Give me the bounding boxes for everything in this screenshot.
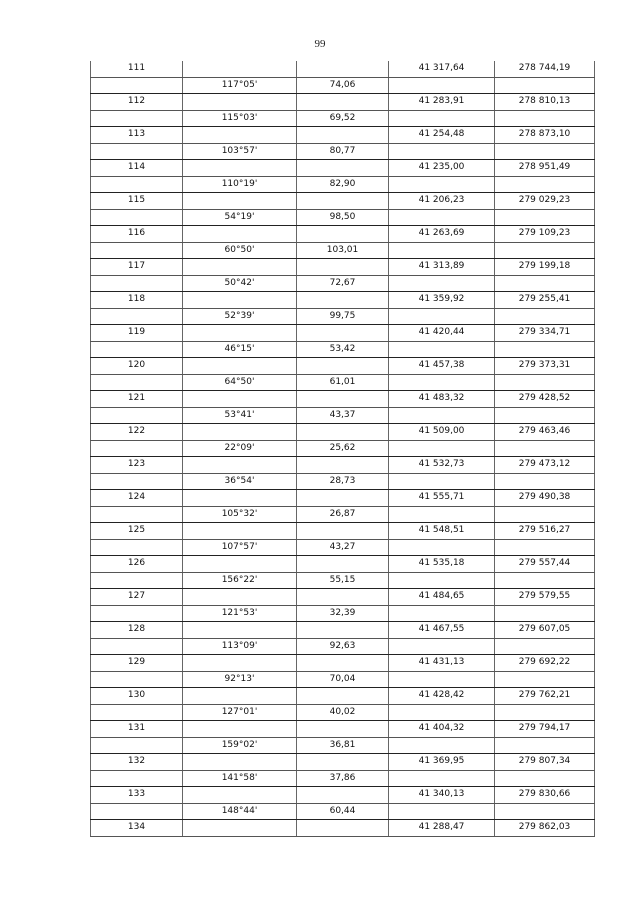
point-row bbox=[91, 127, 595, 144]
direction-angle-cell: 107°57' bbox=[183, 539, 297, 556]
x-coordinate-cell bbox=[389, 440, 495, 457]
point-number-cell bbox=[91, 572, 183, 589]
x-coordinate-cell bbox=[389, 176, 495, 193]
x-coordinate-cell: 41 369,95 bbox=[389, 754, 495, 771]
segment-row bbox=[91, 704, 595, 721]
point-row bbox=[91, 721, 595, 738]
y-coordinate-cell bbox=[495, 506, 595, 523]
segment-row bbox=[91, 737, 595, 754]
point-row bbox=[91, 556, 595, 573]
segment-row bbox=[91, 539, 595, 556]
point-row bbox=[91, 754, 595, 771]
direction-angle-cell bbox=[183, 94, 297, 111]
segment-length-cell: 28,73 bbox=[297, 473, 389, 490]
y-coordinate-cell: 278 873,10 bbox=[495, 127, 595, 144]
segment-length-cell: 82,90 bbox=[297, 176, 389, 193]
segment-length-cell bbox=[297, 820, 389, 837]
point-number-cell: 132 bbox=[91, 754, 183, 771]
point-number-cell: 131 bbox=[91, 721, 183, 738]
segment-row bbox=[91, 143, 595, 160]
direction-angle-cell bbox=[183, 226, 297, 243]
direction-angle-cell: 115°03' bbox=[183, 110, 297, 127]
x-coordinate-cell bbox=[389, 671, 495, 688]
point-row bbox=[91, 94, 595, 111]
x-coordinate-cell: 41 313,89 bbox=[389, 259, 495, 276]
segment-length-cell bbox=[297, 523, 389, 540]
point-number-cell bbox=[91, 737, 183, 754]
x-coordinate-cell bbox=[389, 110, 495, 127]
x-coordinate-cell: 41 548,51 bbox=[389, 523, 495, 540]
x-coordinate-cell: 41 288,47 bbox=[389, 820, 495, 837]
y-coordinate-cell: 278 810,13 bbox=[495, 94, 595, 111]
direction-angle-cell bbox=[183, 787, 297, 804]
point-number-cell: 128 bbox=[91, 622, 183, 639]
point-number-cell bbox=[91, 473, 183, 490]
direction-angle-cell bbox=[183, 391, 297, 408]
x-coordinate-cell: 41 420,44 bbox=[389, 325, 495, 342]
point-row bbox=[91, 490, 595, 507]
x-coordinate-cell: 41 340,13 bbox=[389, 787, 495, 804]
y-coordinate-cell bbox=[495, 473, 595, 490]
point-number-cell bbox=[91, 374, 183, 391]
segment-length-cell bbox=[297, 391, 389, 408]
direction-angle-cell: 103°57' bbox=[183, 143, 297, 160]
x-coordinate-cell bbox=[389, 704, 495, 721]
direction-angle-cell: 92°13' bbox=[183, 671, 297, 688]
segment-row bbox=[91, 275, 595, 292]
x-coordinate-cell: 41 532,73 bbox=[389, 457, 495, 474]
y-coordinate-cell: 279 516,27 bbox=[495, 523, 595, 540]
point-number-cell bbox=[91, 671, 183, 688]
point-number-cell: 123 bbox=[91, 457, 183, 474]
y-coordinate-cell bbox=[495, 770, 595, 787]
direction-angle-cell: 60°50' bbox=[183, 242, 297, 259]
point-number-cell bbox=[91, 209, 183, 226]
y-coordinate-cell bbox=[495, 341, 595, 358]
direction-angle-cell bbox=[183, 688, 297, 705]
y-coordinate-cell: 278 951,49 bbox=[495, 160, 595, 177]
segment-row bbox=[91, 473, 595, 490]
point-row bbox=[91, 61, 595, 77]
direction-angle-cell: 110°19' bbox=[183, 176, 297, 193]
segment-row bbox=[91, 308, 595, 325]
point-row bbox=[91, 820, 595, 837]
segment-length-cell bbox=[297, 589, 389, 606]
x-coordinate-cell: 41 484,65 bbox=[389, 589, 495, 606]
segment-row bbox=[91, 242, 595, 259]
segment-length-cell: 32,39 bbox=[297, 605, 389, 622]
point-row bbox=[91, 391, 595, 408]
y-coordinate-cell bbox=[495, 242, 595, 259]
segment-length-cell bbox=[297, 358, 389, 375]
x-coordinate-cell bbox=[389, 605, 495, 622]
x-coordinate-cell: 41 404,32 bbox=[389, 721, 495, 738]
x-coordinate-cell: 41 555,71 bbox=[389, 490, 495, 507]
point-number-cell bbox=[91, 77, 183, 94]
segment-length-cell: 98,50 bbox=[297, 209, 389, 226]
point-number-cell bbox=[91, 704, 183, 721]
x-coordinate-cell bbox=[389, 539, 495, 556]
segment-length-cell: 60,44 bbox=[297, 803, 389, 820]
x-coordinate-cell bbox=[389, 77, 495, 94]
x-coordinate-cell bbox=[389, 341, 495, 358]
y-coordinate-cell bbox=[495, 704, 595, 721]
direction-angle-cell: 46°15' bbox=[183, 341, 297, 358]
x-coordinate-cell bbox=[389, 506, 495, 523]
point-number-cell bbox=[91, 143, 183, 160]
segment-row bbox=[91, 407, 595, 424]
point-row bbox=[91, 424, 595, 441]
x-coordinate-cell: 41 359,92 bbox=[389, 292, 495, 309]
segment-length-cell bbox=[297, 325, 389, 342]
direction-angle-cell bbox=[183, 61, 297, 77]
segment-row bbox=[91, 209, 595, 226]
point-row bbox=[91, 655, 595, 672]
direction-angle-cell: 141°58' bbox=[183, 770, 297, 787]
point-number-cell bbox=[91, 341, 183, 358]
direction-angle-cell bbox=[183, 424, 297, 441]
coordinates-table-body bbox=[91, 61, 595, 836]
point-number-cell: 118 bbox=[91, 292, 183, 309]
point-number-cell bbox=[91, 407, 183, 424]
direction-angle-cell bbox=[183, 490, 297, 507]
point-number-cell: 125 bbox=[91, 523, 183, 540]
point-number-cell bbox=[91, 440, 183, 457]
point-number-cell: 130 bbox=[91, 688, 183, 705]
direction-angle-cell bbox=[183, 589, 297, 606]
segment-row bbox=[91, 110, 595, 127]
segment-length-cell bbox=[297, 424, 389, 441]
y-coordinate-cell: 279 334,71 bbox=[495, 325, 595, 342]
point-number-cell: 114 bbox=[91, 160, 183, 177]
y-coordinate-cell: 279 199,18 bbox=[495, 259, 595, 276]
x-coordinate-cell bbox=[389, 374, 495, 391]
y-coordinate-cell: 279 428,52 bbox=[495, 391, 595, 408]
segment-length-cell bbox=[297, 226, 389, 243]
point-row bbox=[91, 589, 595, 606]
segment-length-cell: 80,77 bbox=[297, 143, 389, 160]
segment-length-cell bbox=[297, 61, 389, 77]
y-coordinate-cell bbox=[495, 143, 595, 160]
y-coordinate-cell: 279 762,21 bbox=[495, 688, 595, 705]
segment-row bbox=[91, 803, 595, 820]
direction-angle-cell: 113°09' bbox=[183, 638, 297, 655]
direction-angle-cell bbox=[183, 523, 297, 540]
segment-length-cell: 70,04 bbox=[297, 671, 389, 688]
y-coordinate-cell: 279 109,23 bbox=[495, 226, 595, 243]
segment-row bbox=[91, 77, 595, 94]
segment-row bbox=[91, 176, 595, 193]
point-number-cell: 127 bbox=[91, 589, 183, 606]
direction-angle-cell: 121°53' bbox=[183, 605, 297, 622]
direction-angle-cell: 159°02' bbox=[183, 737, 297, 754]
point-number-cell bbox=[91, 539, 183, 556]
segment-row bbox=[91, 506, 595, 523]
direction-angle-cell: 36°54' bbox=[183, 473, 297, 490]
x-coordinate-cell bbox=[389, 737, 495, 754]
y-coordinate-cell bbox=[495, 572, 595, 589]
direction-angle-cell: 148°44' bbox=[183, 803, 297, 820]
direction-angle-cell bbox=[183, 358, 297, 375]
segment-length-cell bbox=[297, 127, 389, 144]
point-row bbox=[91, 457, 595, 474]
segment-row bbox=[91, 638, 595, 655]
segment-length-cell: 40,02 bbox=[297, 704, 389, 721]
x-coordinate-cell: 41 428,42 bbox=[389, 688, 495, 705]
segment-length-cell bbox=[297, 259, 389, 276]
point-row bbox=[91, 622, 595, 639]
direction-angle-cell: 105°32' bbox=[183, 506, 297, 523]
point-number-cell: 112 bbox=[91, 94, 183, 111]
segment-length-cell bbox=[297, 457, 389, 474]
segment-length-cell bbox=[297, 160, 389, 177]
segment-length-cell bbox=[297, 688, 389, 705]
point-row bbox=[91, 523, 595, 540]
point-row bbox=[91, 193, 595, 210]
x-coordinate-cell: 41 467,55 bbox=[389, 622, 495, 639]
segment-length-cell: 55,15 bbox=[297, 572, 389, 589]
y-coordinate-cell bbox=[495, 605, 595, 622]
y-coordinate-cell bbox=[495, 308, 595, 325]
direction-angle-cell bbox=[183, 127, 297, 144]
x-coordinate-cell: 41 509,00 bbox=[389, 424, 495, 441]
direction-angle-cell bbox=[183, 754, 297, 771]
x-coordinate-cell: 41 431,13 bbox=[389, 655, 495, 672]
point-number-cell bbox=[91, 242, 183, 259]
segment-row bbox=[91, 374, 595, 391]
point-number-cell: 111 bbox=[91, 61, 183, 77]
point-number-cell: 122 bbox=[91, 424, 183, 441]
direction-angle-cell bbox=[183, 721, 297, 738]
segment-row bbox=[91, 605, 595, 622]
y-coordinate-cell: 279 255,41 bbox=[495, 292, 595, 309]
x-coordinate-cell bbox=[389, 143, 495, 160]
y-coordinate-cell bbox=[495, 374, 595, 391]
segment-length-cell: 72,67 bbox=[297, 275, 389, 292]
segment-length-cell: 25,62 bbox=[297, 440, 389, 457]
y-coordinate-cell bbox=[495, 671, 595, 688]
y-coordinate-cell: 279 473,12 bbox=[495, 457, 595, 474]
point-number-cell bbox=[91, 275, 183, 292]
y-coordinate-cell: 279 807,34 bbox=[495, 754, 595, 771]
segment-length-cell: 37,86 bbox=[297, 770, 389, 787]
point-number-cell bbox=[91, 308, 183, 325]
x-coordinate-cell bbox=[389, 209, 495, 226]
segment-length-cell: 103,01 bbox=[297, 242, 389, 259]
y-coordinate-cell: 279 029,23 bbox=[495, 193, 595, 210]
direction-angle-cell bbox=[183, 160, 297, 177]
y-coordinate-cell: 279 862,03 bbox=[495, 820, 595, 837]
point-number-cell: 117 bbox=[91, 259, 183, 276]
point-number-cell: 116 bbox=[91, 226, 183, 243]
direction-angle-cell: 54°19' bbox=[183, 209, 297, 226]
page-number: 99 bbox=[314, 38, 326, 50]
direction-angle-cell: 64°50' bbox=[183, 374, 297, 391]
direction-angle-cell bbox=[183, 655, 297, 672]
point-number-cell: 134 bbox=[91, 820, 183, 837]
segment-length-cell: 69,52 bbox=[297, 110, 389, 127]
point-number-cell: 121 bbox=[91, 391, 183, 408]
y-coordinate-cell bbox=[495, 638, 595, 655]
y-coordinate-cell: 279 794,17 bbox=[495, 721, 595, 738]
direction-angle-cell bbox=[183, 820, 297, 837]
segment-length-cell bbox=[297, 754, 389, 771]
y-coordinate-cell: 279 579,55 bbox=[495, 589, 595, 606]
x-coordinate-cell: 41 206,23 bbox=[389, 193, 495, 210]
point-number-cell: 115 bbox=[91, 193, 183, 210]
segment-length-cell: 26,87 bbox=[297, 506, 389, 523]
y-coordinate-cell bbox=[495, 440, 595, 457]
point-number-cell: 133 bbox=[91, 787, 183, 804]
x-coordinate-cell bbox=[389, 407, 495, 424]
point-number-cell: 126 bbox=[91, 556, 183, 573]
segment-length-cell: 36,81 bbox=[297, 737, 389, 754]
y-coordinate-cell: 279 692,22 bbox=[495, 655, 595, 672]
x-coordinate-cell: 41 283,91 bbox=[389, 94, 495, 111]
direction-angle-cell: 53°41' bbox=[183, 407, 297, 424]
direction-angle-cell: 50°42' bbox=[183, 275, 297, 292]
point-number-cell bbox=[91, 803, 183, 820]
x-coordinate-cell bbox=[389, 770, 495, 787]
point-number-cell bbox=[91, 605, 183, 622]
y-coordinate-cell bbox=[495, 77, 595, 94]
point-number-cell: 129 bbox=[91, 655, 183, 672]
y-coordinate-cell: 279 607,05 bbox=[495, 622, 595, 639]
y-coordinate-cell: 279 490,38 bbox=[495, 490, 595, 507]
y-coordinate-cell bbox=[495, 737, 595, 754]
direction-angle-cell: 156°22' bbox=[183, 572, 297, 589]
point-number-cell bbox=[91, 110, 183, 127]
x-coordinate-cell: 41 263,69 bbox=[389, 226, 495, 243]
y-coordinate-cell: 279 373,31 bbox=[495, 358, 595, 375]
segment-length-cell bbox=[297, 556, 389, 573]
segment-length-cell bbox=[297, 787, 389, 804]
x-coordinate-cell: 41 483,32 bbox=[389, 391, 495, 408]
point-number-cell: 113 bbox=[91, 127, 183, 144]
y-coordinate-cell: 279 463,46 bbox=[495, 424, 595, 441]
point-number-cell bbox=[91, 638, 183, 655]
x-coordinate-cell bbox=[389, 242, 495, 259]
x-coordinate-cell bbox=[389, 803, 495, 820]
direction-angle-cell bbox=[183, 457, 297, 474]
segment-length-cell: 61,01 bbox=[297, 374, 389, 391]
point-number-cell: 124 bbox=[91, 490, 183, 507]
segment-length-cell bbox=[297, 292, 389, 309]
point-row bbox=[91, 688, 595, 705]
direction-angle-cell: 52°39' bbox=[183, 308, 297, 325]
segment-length-cell bbox=[297, 94, 389, 111]
point-number-cell bbox=[91, 176, 183, 193]
y-coordinate-cell bbox=[495, 110, 595, 127]
x-coordinate-cell bbox=[389, 275, 495, 292]
segment-length-cell bbox=[297, 490, 389, 507]
y-coordinate-cell bbox=[495, 209, 595, 226]
x-coordinate-cell: 41 535,18 bbox=[389, 556, 495, 573]
y-coordinate-cell: 279 557,44 bbox=[495, 556, 595, 573]
segment-row bbox=[91, 341, 595, 358]
segment-length-cell: 99,75 bbox=[297, 308, 389, 325]
point-row bbox=[91, 292, 595, 309]
x-coordinate-cell: 41 317,64 bbox=[389, 61, 495, 77]
direction-angle-cell bbox=[183, 193, 297, 210]
segment-length-cell: 92,63 bbox=[297, 638, 389, 655]
x-coordinate-cell bbox=[389, 473, 495, 490]
direction-angle-cell: 117°05' bbox=[183, 77, 297, 94]
y-coordinate-cell bbox=[495, 407, 595, 424]
point-row bbox=[91, 226, 595, 243]
point-number-cell bbox=[91, 770, 183, 787]
y-coordinate-cell: 279 830,66 bbox=[495, 787, 595, 804]
direction-angle-cell: 22°09' bbox=[183, 440, 297, 457]
segment-length-cell bbox=[297, 622, 389, 639]
direction-angle-cell bbox=[183, 325, 297, 342]
direction-angle-cell bbox=[183, 556, 297, 573]
segment-length-cell: 74,06 bbox=[297, 77, 389, 94]
point-row bbox=[91, 259, 595, 276]
direction-angle-cell bbox=[183, 259, 297, 276]
coordinates-table bbox=[90, 61, 595, 837]
segment-row bbox=[91, 572, 595, 589]
segment-length-cell: 43,27 bbox=[297, 539, 389, 556]
direction-angle-cell bbox=[183, 292, 297, 309]
x-coordinate-cell bbox=[389, 308, 495, 325]
point-number-cell bbox=[91, 506, 183, 523]
segment-length-cell bbox=[297, 193, 389, 210]
x-coordinate-cell bbox=[389, 638, 495, 655]
segment-row bbox=[91, 770, 595, 787]
segment-length-cell bbox=[297, 721, 389, 738]
point-row bbox=[91, 325, 595, 342]
x-coordinate-cell bbox=[389, 572, 495, 589]
x-coordinate-cell: 41 235,00 bbox=[389, 160, 495, 177]
y-coordinate-cell bbox=[495, 176, 595, 193]
direction-angle-cell: 127°01' bbox=[183, 704, 297, 721]
direction-angle-cell bbox=[183, 622, 297, 639]
segment-length-cell: 43,37 bbox=[297, 407, 389, 424]
segment-row bbox=[91, 440, 595, 457]
point-number-cell: 119 bbox=[91, 325, 183, 342]
x-coordinate-cell: 41 457,38 bbox=[389, 358, 495, 375]
y-coordinate-cell: 278 744,19 bbox=[495, 61, 595, 77]
point-row bbox=[91, 358, 595, 375]
point-row bbox=[91, 160, 595, 177]
point-number-cell: 120 bbox=[91, 358, 183, 375]
y-coordinate-cell bbox=[495, 275, 595, 292]
x-coordinate-cell: 41 254,48 bbox=[389, 127, 495, 144]
y-coordinate-cell bbox=[495, 803, 595, 820]
segment-length-cell: 53,42 bbox=[297, 341, 389, 358]
y-coordinate-cell bbox=[495, 539, 595, 556]
segment-row bbox=[91, 671, 595, 688]
point-row bbox=[91, 787, 595, 804]
segment-length-cell bbox=[297, 655, 389, 672]
